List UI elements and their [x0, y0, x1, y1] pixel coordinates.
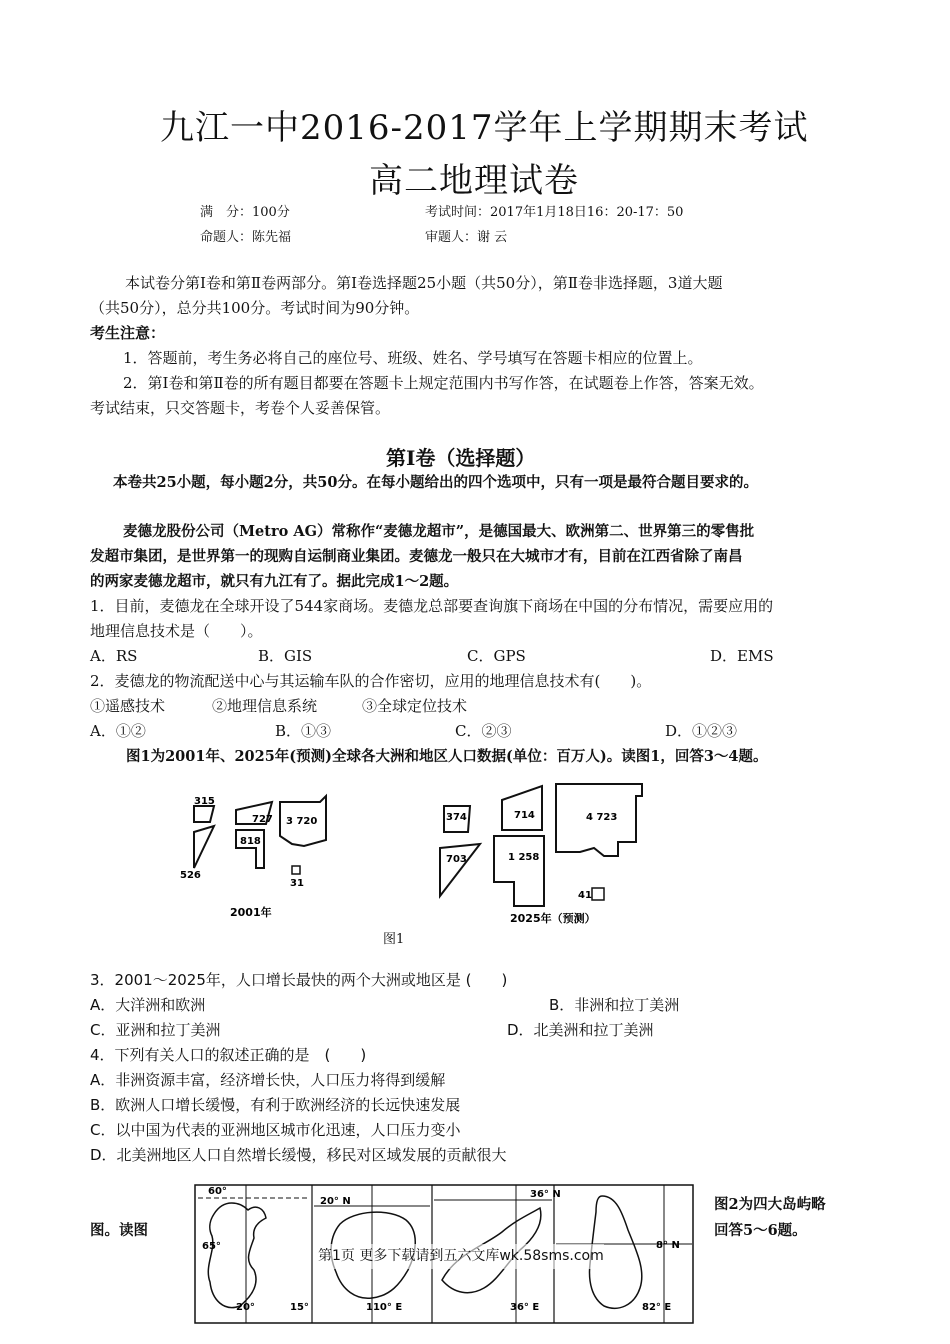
- fig1-caption: 图1: [383, 932, 405, 947]
- q2-item-2: ②地理信息系统: [212, 697, 318, 715]
- q3-option-a: A．大洋洲和欧洲: [90, 996, 206, 1014]
- q3-option-b: B．非洲和拉丁美洲: [549, 996, 680, 1014]
- q2-stem: 2．麦德龙的物流配送中心与其运输车队的合作密切，应用的地理信息技术有( )。: [90, 672, 652, 690]
- passage-line3: 的两家麦德龙超市，就只有九江有了。据此完成1～2题。: [90, 573, 459, 590]
- notice-1: 1．答题前，考生务必将自己的座位号、班级、姓名、学号填写在答题卡相应的位置上。: [123, 349, 703, 367]
- q2-item-3: ③全球定位技术: [362, 697, 468, 715]
- label-2025: 2025年（预测）: [510, 912, 596, 925]
- island-1-shape: [208, 1203, 266, 1308]
- intro-line1: 本试卷分第Ⅰ卷和第Ⅱ卷两部分。第Ⅰ卷选择题25小题（共50分），第Ⅱ卷非选择题，3道大题: [125, 274, 723, 292]
- block-2001-northam: [292, 866, 300, 874]
- page-subtitle: 高二地理试卷: [369, 161, 579, 201]
- q1-stem-line1: 1．目前，麦德龙在全球开设了544家商场。麦德龙总部要查询旗下商场在中国的分布情况，需要应用的: [90, 597, 774, 615]
- q1-option-c: C．GPS: [467, 647, 526, 665]
- block-2025-latam: [494, 836, 544, 906]
- notice-2b: 考试结束，只交答题卡，考卷个人妥善保管。: [90, 399, 391, 417]
- value-2025-374: 374: [446, 812, 467, 823]
- value-2001-3720: 3 720: [286, 816, 318, 827]
- q4-option-a: A．非洲资源丰富，经济增长快，人口压力将得到缓解: [90, 1071, 446, 1089]
- label-36e: 36° E: [510, 1302, 540, 1313]
- label-60: 60°: [208, 1186, 227, 1197]
- fig2-left-text: 图。读图: [90, 1222, 148, 1239]
- block-2025-northam: [592, 888, 604, 900]
- block-2025-africa: [440, 844, 480, 896]
- page-footer: 第1页 更多下载请到五六文库wk.58sms.com: [318, 1244, 604, 1269]
- fig2-right-text2: 回答5～6题。: [714, 1222, 807, 1239]
- label-82e: 82° E: [642, 1302, 672, 1313]
- block-2001-africa: [194, 826, 214, 868]
- q4-stem: 4．下列有关人口的叙述正确的是 ( ): [90, 1046, 367, 1064]
- q3-option-d: D．北美洲和拉丁美洲: [507, 1021, 654, 1039]
- q2-option-c: C．②③: [455, 722, 512, 740]
- passage-line1: 麦德龙股份公司（Metro AG）常称作“麦德龙超市”，是德国最大、欧洲第二、世界第三的零售批: [123, 523, 755, 540]
- q2-option-d: D．①②③: [665, 722, 738, 740]
- value-2001-315: 315: [194, 796, 215, 807]
- fig2-right-text1: 图2为四大岛屿略: [714, 1196, 826, 1213]
- value-2025-1258: 1 258: [508, 852, 540, 863]
- q4-option-c: C．以中国为代表的亚洲地区城市化迅速，人口压力变小: [90, 1121, 461, 1139]
- figure-1-2001: [180, 782, 360, 932]
- value-2001-31: 31: [290, 878, 304, 889]
- value-2025-41: 41: [578, 890, 592, 901]
- q3-stem: 3．2001～2025年，人口增长最快的两个大洲或地区是 ( ): [90, 971, 508, 989]
- author-info: 命题人：陈先福: [200, 230, 292, 245]
- label-20n: 20° N: [320, 1196, 351, 1207]
- q4-option-b: B．欧洲人口增长缓慢，有利于欧洲经济的长远快速发展: [90, 1096, 461, 1114]
- q1-option-b: B．GIS: [258, 647, 313, 665]
- reviewer-info: 审题人：谢 云: [425, 230, 508, 245]
- section-title: 第Ⅰ卷（选择题）: [386, 446, 536, 470]
- notice-title: 考生注意：: [90, 324, 166, 342]
- value-2001-526: 526: [180, 870, 201, 881]
- q2-option-a: A．①②: [90, 722, 146, 740]
- value-2025-714: 714: [514, 810, 535, 821]
- notice-2a: 2．第Ⅰ卷和第Ⅱ卷的所有题目都要在答题卡上规定范围内书写作答，在试题卷上作答，答案无效。: [123, 374, 764, 392]
- block-2001-oceania: [194, 806, 214, 822]
- figure-1-2025: [430, 782, 660, 932]
- q1-option-d: D．EMS: [710, 647, 774, 665]
- q4-option-d: D．北美洲地区人口自然增长缓慢，移民对区域发展的贡献很大: [90, 1146, 507, 1164]
- q1-option-a: A．RS: [90, 647, 138, 665]
- label-20: 20°: [236, 1302, 255, 1313]
- q3-option-c: C．亚洲和拉丁美洲: [90, 1021, 221, 1039]
- passage-line2: 发超市集团，是世界第一的现购自运制商业集团。麦德龙一般只在大城市才有，目前在江西省除了南昌: [90, 548, 743, 565]
- label-8n: 8° N: [656, 1240, 680, 1251]
- time-info: 考试时间：2017年1月18日16：20-17：50: [425, 205, 684, 220]
- value-2001-727: 727: [252, 814, 273, 825]
- value-2025-4723: 4 723: [586, 812, 618, 823]
- q2-item-1: ①遥感技术: [90, 697, 166, 715]
- label-110e: 110° E: [366, 1302, 403, 1313]
- score-info: 满 分：100分: [200, 205, 290, 220]
- label-2001: 2001年: [230, 906, 272, 919]
- fig1-intro: 图1为2001年、2025年(预测)全球各大洲和地区人口数据(单位：百万人)。读图1，回答3～4题。: [126, 748, 768, 765]
- label-36n: 36° N: [530, 1189, 561, 1200]
- value-2025-703: 703: [446, 854, 467, 865]
- q2-option-b: B．①③: [275, 722, 332, 740]
- section-instruction: 本卷共25小题，每小题2分，共50分。在每小题给出的四个选项中，只有一项是最符合题目要求的。: [113, 474, 758, 491]
- intro-line2: （共50分），总分共100分。考试时间为90分钟。: [90, 299, 420, 317]
- label-65: 65°: [202, 1241, 221, 1252]
- block-2025-europe: [502, 786, 542, 830]
- label-15: 15°: [290, 1302, 309, 1313]
- q1-stem-line2: 地理信息技术是（ ）。: [90, 622, 263, 640]
- page-title: 九江一中2016-2017学年上学期期末考试: [160, 108, 809, 148]
- value-2001-818: 818: [240, 836, 261, 847]
